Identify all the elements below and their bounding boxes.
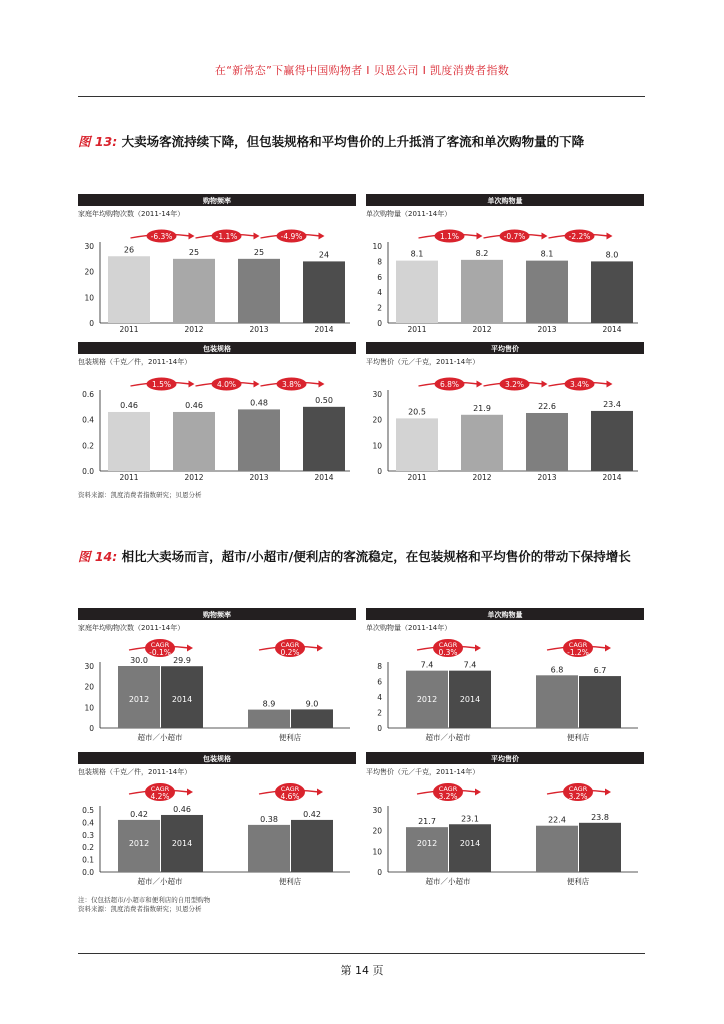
- cagr-value: 3.2%: [438, 792, 458, 801]
- bar: [579, 823, 621, 872]
- figure-13-source: 资料来源：凯度消费者指数研究；贝恩分析: [78, 491, 202, 499]
- y-tick-label: 4: [377, 693, 382, 702]
- chart-title: 包装规格: [203, 755, 231, 763]
- bar: [238, 259, 280, 323]
- y-tick-label: 20: [84, 267, 94, 277]
- bar-value-label: 0.48: [250, 398, 268, 408]
- bar: [108, 412, 150, 471]
- cagr-label: CAGR: [280, 785, 300, 793]
- x-category-label: 超市／小超市: [137, 877, 183, 886]
- trend-arrow-head-icon: [319, 381, 325, 388]
- trend-arrow-head-icon: [475, 645, 481, 652]
- cagr-value: 4.6%: [280, 792, 300, 801]
- y-tick-label: 0: [377, 868, 382, 877]
- change-label: 6.8%: [439, 380, 460, 389]
- trend-arrow-head-icon: [189, 233, 195, 240]
- trend-arrow-head-icon: [319, 233, 325, 240]
- trend-arrow-head-icon: [189, 381, 195, 388]
- bar-value-label: 23.8: [591, 812, 609, 822]
- x-tick-label: 2013: [249, 473, 269, 482]
- x-tick-label: 2013: [249, 325, 269, 334]
- y-tick-label: 0.2: [82, 843, 94, 853]
- chart-14-pack-size: [78, 752, 356, 892]
- trend-arrow-head-icon: [317, 645, 323, 652]
- bar: [291, 709, 333, 728]
- bar: [591, 261, 633, 323]
- bar: [396, 261, 438, 323]
- bar-value-label: 20.5: [408, 407, 426, 417]
- figure-14-title: [78, 547, 645, 566]
- x-category-label: 便利店: [566, 877, 590, 886]
- bar-value-label: 21.7: [418, 817, 436, 827]
- trend-arrow-head-icon: [605, 645, 611, 652]
- cagr-value: 0.3%: [438, 648, 458, 657]
- chart-13-average-price: [366, 342, 644, 487]
- y-tick-label: 20: [84, 682, 94, 692]
- cagr-label: CAGR: [150, 641, 170, 649]
- y-tick-label: 30: [372, 806, 382, 815]
- chart-title: 平均售价: [491, 755, 519, 763]
- y-tick-label: 0: [377, 319, 382, 328]
- cagr-value: 4.2%: [150, 792, 170, 801]
- bar-value-label: 0.46: [120, 400, 138, 410]
- x-tick-label: 2014: [602, 325, 622, 334]
- y-tick-label: 10: [84, 293, 94, 303]
- x-tick-label: 2014: [314, 473, 334, 482]
- change-label: 4.0%: [216, 380, 237, 389]
- bar: [173, 412, 215, 471]
- x-tick-label: 2014: [602, 473, 622, 482]
- figure-14-source: 资料来源：凯度消费者指数研究；贝恩分析: [78, 905, 202, 913]
- y-tick-label: 30: [372, 390, 382, 399]
- bar-value-label: 8.1: [410, 249, 424, 259]
- change-label: -6.3%: [150, 232, 173, 241]
- x-tick-label: 2011: [119, 325, 139, 334]
- bar: [238, 409, 280, 471]
- y-tick-label: 0.4: [82, 415, 94, 425]
- chart-subtitle: 包装规格（千克／件，2011-14年）: [78, 768, 192, 776]
- chart-13-basket-size: [366, 194, 644, 339]
- bar-value-label: 0.42: [303, 809, 321, 819]
- series-label: 2012: [128, 695, 150, 704]
- bar-value-label: 6.7: [593, 666, 607, 676]
- bar-value-label: 8.9: [262, 699, 276, 709]
- bar-value-label: 22.6: [538, 401, 556, 411]
- y-tick-label: 0: [89, 724, 94, 733]
- chart-13-pack-size: [78, 342, 356, 487]
- x-tick-label: 2012: [472, 325, 492, 334]
- trend-arrow-head-icon: [542, 233, 548, 240]
- cagr-value: -1.2%: [567, 648, 589, 657]
- y-tick-label: 10: [372, 847, 382, 857]
- chart-14-basket-size: [366, 608, 644, 748]
- y-tick-label: 0.0: [82, 467, 94, 476]
- change-label: 1.5%: [151, 380, 172, 389]
- trend-arrow-head-icon: [187, 789, 193, 796]
- bar-value-label: 0.38: [260, 814, 278, 824]
- chart-subtitle: 家庭年均购物次数（2011-14年）: [78, 624, 185, 632]
- bar: [461, 415, 503, 471]
- bar: [449, 824, 491, 872]
- cagr-label: CAGR: [280, 641, 300, 649]
- trend-arrow-head-icon: [477, 233, 483, 240]
- x-tick-label: 2011: [407, 325, 427, 334]
- bar: [291, 820, 333, 872]
- trend-arrow-head-icon: [254, 381, 260, 388]
- bar: [526, 413, 568, 471]
- y-tick-label: 0.4: [82, 818, 94, 828]
- footer-divider: [78, 953, 645, 954]
- cagr-value: 3.2%: [568, 792, 588, 801]
- y-tick-label: 2: [377, 303, 382, 313]
- chart-title: 购物频率: [203, 611, 231, 619]
- y-tick-label: 0.3: [82, 830, 94, 840]
- change-label: 3.8%: [281, 380, 302, 389]
- x-tick-label: 2011: [407, 473, 427, 482]
- bar-value-label: 0.46: [173, 804, 191, 814]
- figure-13-title-text: 大卖场客流持续下降，但包装规格和平均售价的上升抵消了客流和单次购物量的下降: [121, 134, 585, 149]
- chart-title: 购物频率: [203, 197, 231, 205]
- change-label: -0.7%: [503, 232, 526, 241]
- figure-13-title: [78, 132, 584, 151]
- trend-arrow-head-icon: [605, 789, 611, 796]
- figure-14-note: 注：仅包括超市/小超市和便利店的自用型购物: [78, 896, 211, 904]
- trend-arrow-head-icon: [477, 381, 483, 388]
- bar: [526, 261, 568, 323]
- cagr-label: CAGR: [150, 785, 170, 793]
- change-label: -2.2%: [568, 232, 591, 241]
- cagr-value: -0.1%: [149, 648, 171, 657]
- chart-title: 单次购物量: [487, 611, 523, 619]
- chart-title: 包装规格: [203, 345, 231, 353]
- bar: [461, 260, 503, 323]
- bar: [536, 826, 578, 872]
- bar: [579, 676, 621, 728]
- series-label: 2012: [416, 839, 438, 848]
- x-tick-label: 2012: [184, 473, 204, 482]
- change-label: 3.4%: [569, 380, 590, 389]
- chart-title: 平均售价: [491, 345, 519, 353]
- bar-value-label: 9.0: [305, 699, 319, 709]
- x-category-label: 便利店: [278, 877, 302, 886]
- y-tick-label: 20: [372, 415, 382, 425]
- bar: [591, 411, 633, 471]
- bar: [303, 407, 345, 471]
- bar-value-label: 22.4: [548, 815, 566, 825]
- x-category-label: 超市／小超市: [425, 733, 471, 742]
- bar-value-label: 25: [188, 247, 200, 257]
- x-tick-label: 2011: [119, 473, 139, 482]
- bar-value-label: 25: [253, 247, 265, 257]
- series-label: 2014: [459, 839, 481, 848]
- figure-14-number: 图 14:: [78, 549, 118, 564]
- change-label: 1.1%: [439, 232, 460, 241]
- x-category-label: 超市／小超市: [425, 877, 471, 886]
- trend-arrow-head-icon: [542, 381, 548, 388]
- bar-value-label: 8.0: [605, 250, 619, 260]
- series-label: 2012: [128, 839, 150, 848]
- chart-title: 单次购物量: [487, 197, 523, 205]
- y-tick-label: 30: [84, 662, 94, 671]
- chart-subtitle: 单次购物量（2011-14年）: [366, 624, 452, 632]
- page-number: 第 14 页: [340, 964, 384, 977]
- series-label: 2014: [459, 695, 481, 704]
- bar-value-label: 0.50: [315, 395, 333, 405]
- bar: [173, 259, 215, 323]
- bar: [248, 825, 290, 872]
- change-label: -4.9%: [280, 232, 303, 241]
- y-tick-label: 0: [377, 467, 382, 476]
- y-tick-label: 4: [377, 288, 382, 298]
- y-tick-label: 0.0: [82, 868, 94, 877]
- x-tick-label: 2012: [184, 325, 204, 334]
- bar-value-label: 23.4: [603, 399, 621, 409]
- bar-value-label: 21.9: [473, 403, 491, 413]
- y-tick-label: 0: [89, 319, 94, 328]
- chart-subtitle: 平均售价（元／千克，2011-14年）: [366, 768, 480, 776]
- bar-value-label: 30.0: [130, 656, 148, 665]
- chart-14-shopping-frequency: [78, 608, 356, 748]
- trend-arrow-head-icon: [254, 233, 260, 240]
- bar: [248, 710, 290, 728]
- y-tick-label: 2: [377, 708, 382, 718]
- x-category-label: 超市／小超市: [137, 733, 183, 742]
- y-tick-label: 30: [84, 242, 94, 251]
- x-tick-label: 2013: [537, 473, 557, 482]
- bar-value-label: 29.9: [173, 656, 191, 666]
- figure-13-number: 图 13:: [78, 134, 118, 149]
- bar-value-label: 8.2: [475, 248, 489, 258]
- y-tick-label: 8: [377, 662, 382, 671]
- chart-subtitle: 单次购物量（2011-14年）: [366, 210, 452, 218]
- y-tick-label: 10: [372, 242, 382, 251]
- y-tick-label: 8: [377, 257, 382, 267]
- cagr-label: CAGR: [438, 785, 458, 793]
- x-tick-label: 2014: [314, 325, 334, 334]
- trend-arrow-head-icon: [607, 381, 613, 388]
- bar-value-label: 7.4: [463, 660, 477, 670]
- chart-subtitle: 平均售价（元／千克，2011-14年）: [366, 358, 480, 366]
- bar-value-label: 23.1: [461, 814, 479, 824]
- cagr-label: CAGR: [438, 641, 458, 649]
- y-tick-label: 6: [377, 272, 382, 282]
- y-tick-label: 0.1: [82, 855, 94, 865]
- y-tick-label: 0: [377, 724, 382, 733]
- y-tick-label: 20: [372, 826, 382, 836]
- bar-value-label: 24: [318, 250, 330, 260]
- bar: [536, 675, 578, 728]
- trend-arrow-head-icon: [475, 789, 481, 796]
- bar-value-label: 0.46: [185, 400, 203, 410]
- y-tick-label: 6: [377, 677, 382, 687]
- trend-arrow-head-icon: [187, 645, 193, 652]
- x-category-label: 便利店: [278, 733, 302, 742]
- bar: [108, 256, 150, 323]
- x-category-label: 便利店: [566, 733, 590, 742]
- cagr-value: 0.2%: [280, 648, 300, 657]
- series-label: 2014: [171, 839, 193, 848]
- x-tick-label: 2013: [537, 325, 557, 334]
- bar-value-label: 7.4: [420, 660, 434, 670]
- page-header: 在“新常态”下赢得中国购物者 I 贝恩公司 I 凯度消费者指数: [214, 64, 510, 77]
- cagr-label: CAGR: [568, 785, 588, 793]
- y-tick-label: 0.5: [82, 806, 94, 815]
- bar: [396, 418, 438, 471]
- y-tick-label: 0.6: [82, 390, 94, 399]
- series-label: 2014: [171, 695, 193, 704]
- y-tick-label: 10: [372, 441, 382, 451]
- bar: [406, 827, 448, 872]
- chart-14-average-price: [366, 752, 644, 892]
- chart-subtitle: 家庭年均购物次数（2011-14年）: [78, 210, 185, 218]
- chart-subtitle: 包装规格（千克／件，2011-14年）: [78, 358, 192, 366]
- change-label: -1.1%: [215, 232, 238, 241]
- chart-13-shopping-frequency: [78, 194, 356, 339]
- header-divider: [78, 96, 645, 97]
- cagr-label: CAGR: [568, 641, 588, 649]
- bar-value-label: 8.1: [540, 249, 554, 259]
- x-tick-label: 2012: [472, 473, 492, 482]
- bar-value-label: 26: [123, 245, 135, 255]
- y-tick-label: 0.2: [82, 441, 94, 451]
- bar: [303, 261, 345, 323]
- figure-14-title-text: 相比大卖场而言，超市/小超市/便利店的客流稳定，在包装规格和平均售价的带动下保持增长: [121, 549, 631, 564]
- y-tick-label: 10: [84, 703, 94, 713]
- bar-value-label: 6.8: [550, 665, 564, 675]
- series-label: 2012: [416, 695, 438, 704]
- change-label: 3.2%: [504, 380, 525, 389]
- trend-arrow-head-icon: [317, 789, 323, 796]
- trend-arrow-head-icon: [607, 233, 613, 240]
- bar-value-label: 0.42: [130, 809, 148, 819]
